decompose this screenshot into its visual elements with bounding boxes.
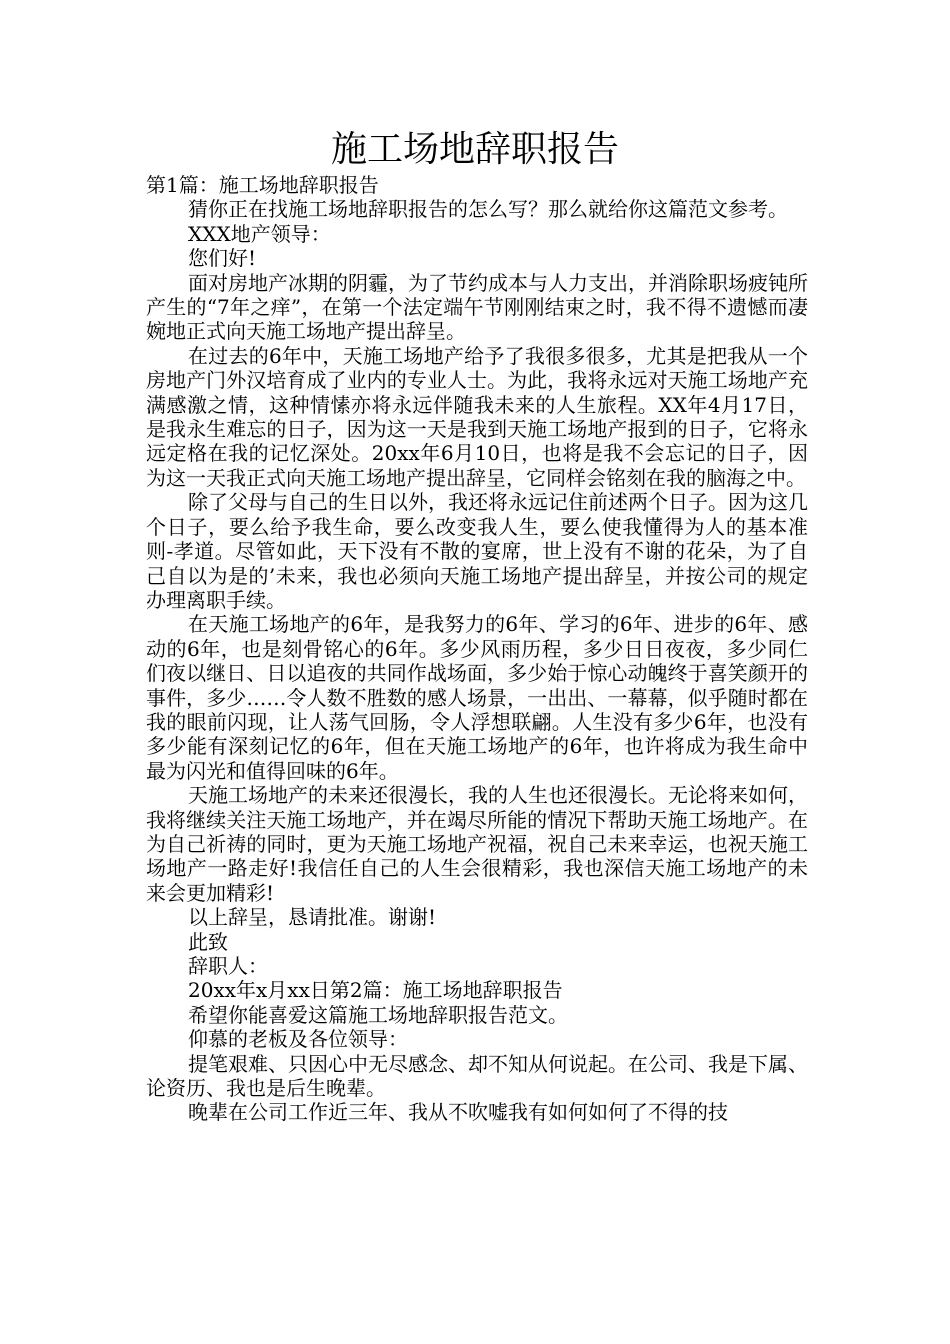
closing-request: 以上辞呈，恳请批准。谢谢! — [188, 905, 437, 930]
signature-label: 辞职人： — [188, 954, 268, 978]
section-heading-1: 第1篇：施工场地辞职报告 — [146, 173, 379, 197]
intro-paragraph: 猜你正在找施工场地辞职报告的怎么写？那么就给你这篇范文参考。 — [188, 197, 788, 222]
body-paragraph: 提笔艰难、只因心中无尽感念、却不知从何说起。在公司、我是下属、论资历、我也是后生晚辈。 — [146, 1051, 808, 1101]
intro-paragraph: 希望你能喜爱这篇施工场地辞职报告范文。 — [188, 1002, 568, 1027]
body-paragraph: 在过去的6年中，天施工场地产给予了我很多很多，尤其是把我从一个房地产门外汉培育成了业内的专业人士。为此，我将永远对天施工场地产充满感激之情，这种情愫亦将永远伴随我未来的人生旅程。XX年4月17日，是我永生难忘的日子，因为这一天是我到天施工场地产报到的日子，它将永远定格在我的记忆深处。20xx年6月10日，也将是我不会忘记的日子，因为这一天我正式向天施工场地产提出辞呈，它同样会铭刻在我的脑海之中。 — [146, 343, 808, 490]
date-and-section-heading-2: 20xx年x月xx日第2篇：施工场地辞职报告 — [188, 978, 563, 1003]
document-body — [146, 173, 808, 1125]
body-paragraph: 在天施工场地产的6年，是我努力的6年、学习的6年、进步的6年、感动的6年，也是刻骨铭心的6年。多少风雨历程，多少日日夜夜，多少同仁们夜以继日、日以追夜的共同作战场面，多少始于惊心动魄终于喜笑颜开的事件，多少……令人数不胜数的感人场景，一出出、一幕幕，似乎随时都在我的眼前闪现，让人荡气回肠，令人浮想联翩。人生没有多少6年，也没有多少能有深刻记忆的6年，但在天施工场地产的6年，也许将成为我生命中最为闪光和值得回味的6年。 — [146, 612, 808, 783]
body-paragraph: 除了父母与自己的生日以外，我还将永远记住前述两个日子。因为这几个日子，要么给予我生命，要么改变我人生，要么使我懂得为人的基本准则-孝道。尽管如此，天下没有不散的宴席，世上没有不谢的花朵，为了自己自以为是的’未来，我也必须向天施工场地产提出辞呈，并按公司的规定办理离职手续。 — [146, 490, 808, 612]
salutation: 仰慕的老板及各位领导： — [188, 1027, 408, 1052]
body-paragraph: 晚辈在公司工作近三年、我从不吹嘘我有如何如何了不得的技 — [188, 1100, 728, 1125]
body-paragraph: 天施工场地产的未来还很漫长，我的人生也还很漫长。无论将来如何，我将继续关注天施工场地产，并在竭尽所能的情况下帮助天施工场地产。在为自己祈祷的同时，更为天施工场地产祝福，祝自己未来幸运，也祝天施工场地产一路走好!我信任自己的人生会很精彩，我也深信天施工场地产的未来会更加精彩! — [146, 783, 808, 905]
salutation: XXX地产领导： — [188, 221, 331, 246]
closing-salute: 此致 — [188, 929, 228, 954]
body-paragraph: 面对房地产冰期的阴霾，为了节约成本与人力支出，并消除职场疲钝所产生的“7年之痒”，在第一个法定端午节刚刚结束之时，我不得不遗憾而凄婉地正式向天施工场地产提出辞呈。 — [146, 270, 808, 344]
document-title: 施工场地辞职报告 — [330, 129, 619, 170]
greeting: 您们好! — [188, 246, 257, 271]
